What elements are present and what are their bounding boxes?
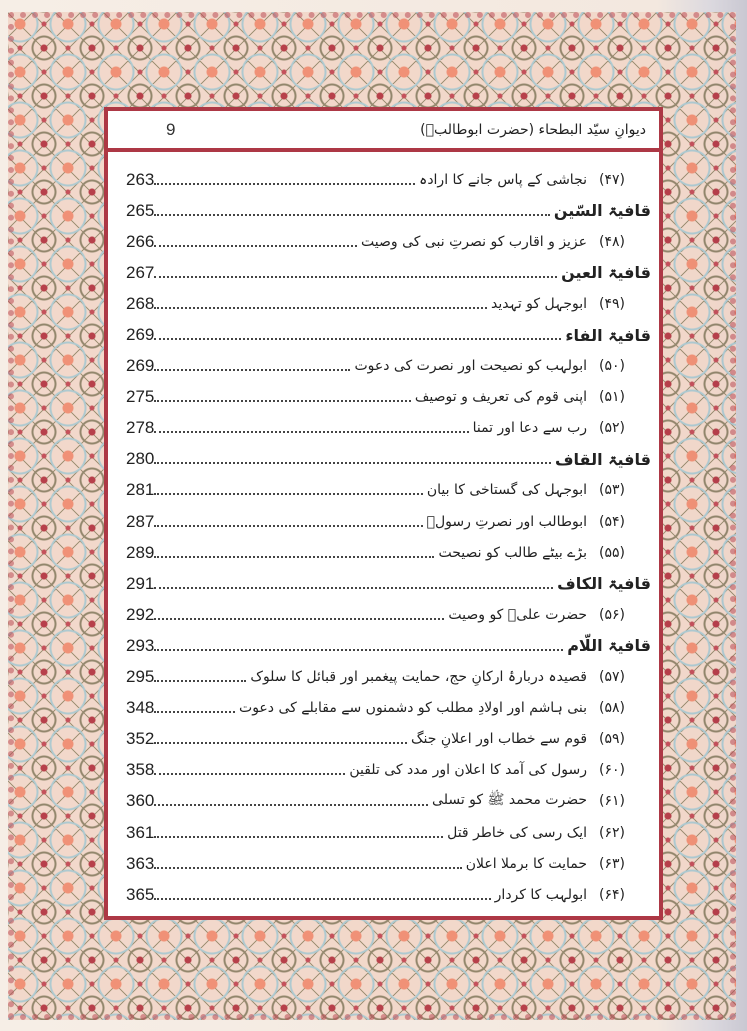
- dot-leader: [154, 773, 345, 775]
- entry-number: (۴۸): [599, 233, 625, 250]
- page-ref: 268: [126, 293, 155, 313]
- page-ref: 269: [126, 356, 155, 376]
- dot-leader: [154, 431, 468, 433]
- entry-title: ابوجہل کی گستاخی کا بیان: [426, 482, 588, 499]
- entry-title: رسول کی آمد کا اعلان اور مدد کی تلقین: [349, 762, 588, 779]
- toc-entry[interactable]: [126, 755, 651, 786]
- toc-entry[interactable]: [126, 288, 651, 319]
- entry-title: قافیۃ الکاف: [557, 574, 651, 594]
- dot-leader: [154, 898, 490, 900]
- page-ref: 267: [126, 262, 155, 282]
- entry-number: (۵۷): [599, 669, 625, 686]
- entry-text: [473, 420, 651, 436]
- toc-entry[interactable]: [126, 662, 651, 693]
- page-ref: 363: [126, 853, 155, 873]
- entry-text: [250, 669, 651, 685]
- page-ref: 289: [126, 542, 155, 562]
- entry-number: (۴۷): [599, 171, 625, 188]
- dot-leader: [154, 183, 415, 185]
- page-ref: 295: [126, 667, 155, 687]
- entry-title: ابوجہل کو تہدید: [491, 295, 588, 312]
- page-ref: 278: [126, 418, 155, 438]
- toc-section-heading[interactable]: [126, 195, 651, 226]
- dot-leader: [154, 338, 561, 340]
- dot-leader: [154, 245, 357, 247]
- entry-number: (۵۵): [599, 544, 625, 561]
- page-ref: 266: [126, 231, 155, 251]
- page-ref: 280: [126, 449, 155, 469]
- dot-leader: [154, 276, 557, 278]
- entry-title: قافیۃ السّین: [553, 201, 651, 221]
- entry-text: [411, 731, 651, 747]
- entry-text: [495, 887, 651, 903]
- entry-title: بنی ہاشم اور اولادِ مطلب کو دشمنوں سے مقابلے کی دعوت: [239, 700, 588, 717]
- dot-leader: [154, 214, 549, 216]
- entry-title: بڑے بیٹے طالب کو نصیحت: [438, 544, 588, 561]
- toc-entry[interactable]: [126, 382, 651, 413]
- entry-number: (۵۹): [599, 731, 625, 748]
- entry-number: (۵۶): [599, 606, 625, 623]
- entry-text: [415, 389, 651, 405]
- table-of-contents: [108, 152, 659, 910]
- toc-section-heading[interactable]: [126, 319, 651, 350]
- page-ref: 292: [126, 604, 155, 624]
- entry-number: (۵۰): [599, 358, 625, 375]
- entry-text: [438, 545, 651, 561]
- dot-leader: [154, 493, 422, 495]
- entry-text: [427, 482, 651, 498]
- entry-number: (۶۱): [599, 793, 625, 810]
- entry-text: [557, 574, 651, 593]
- entry-number: (۵۳): [599, 482, 625, 499]
- dot-leader: [154, 680, 246, 682]
- dot-leader: [154, 307, 487, 309]
- page-ref: 281: [126, 480, 155, 500]
- page-ref: 275: [126, 387, 155, 407]
- entry-title: ابولہب کو نصیحت اور نصرت کی دعوت: [354, 358, 588, 375]
- dot-leader: [154, 742, 407, 744]
- toc-entry[interactable]: [126, 475, 651, 506]
- entry-number: (۵۱): [599, 389, 625, 406]
- entry-text: [432, 791, 651, 811]
- dot-leader: [154, 836, 443, 838]
- entry-text: [466, 856, 651, 872]
- entry-text: [567, 636, 651, 655]
- entry-title: قافیۃ القاف: [554, 449, 651, 469]
- toc-entry[interactable]: [126, 164, 651, 195]
- toc-entry[interactable]: [126, 848, 651, 879]
- page-ref: 365: [126, 884, 155, 904]
- page-ref: 263: [126, 169, 155, 189]
- entry-title: ابولہب کا کردار: [494, 886, 588, 903]
- entry-title: حمایت کا برملا اعلان: [465, 855, 588, 872]
- entry-title: قافیۃ الفاء: [565, 325, 651, 345]
- entry-text: [354, 358, 651, 374]
- running-header: [108, 111, 659, 152]
- entry-text: [565, 326, 651, 345]
- entry-number: (۶۳): [599, 855, 625, 872]
- entry-text: [349, 762, 651, 778]
- toc-entry[interactable]: [126, 506, 651, 537]
- entry-text: [448, 607, 651, 623]
- dot-leader: [154, 556, 434, 558]
- entry-text: [239, 700, 651, 716]
- page-number: 9: [166, 119, 176, 139]
- entry-number: (۶۴): [599, 886, 625, 903]
- page-ref: 265: [126, 200, 155, 220]
- entry-number: (۶۰): [599, 762, 625, 779]
- dot-leader: [154, 804, 428, 806]
- page-ref: 293: [126, 635, 155, 655]
- entry-title: نجاشی کے پاس جانے کا ارادہ: [419, 171, 588, 188]
- entry-title: ایک رسی کی خاطر قتل: [447, 824, 588, 841]
- entry-title: ابوطالب اور نصرتِ رسولؐ: [426, 513, 588, 530]
- page-frame: [104, 107, 663, 920]
- entry-number: (۴۹): [599, 295, 625, 312]
- toc-entry[interactable]: [126, 226, 651, 257]
- entry-number: (۶۲): [599, 824, 625, 841]
- entry-title: قصیدہ دربارۂ ارکانِ حج، حمایت پیغمبر اور قبائل کا سلوک: [250, 669, 588, 686]
- toc-entry[interactable]: [126, 537, 651, 568]
- toc-entry[interactable]: [126, 879, 651, 910]
- toc-section-heading[interactable]: [126, 444, 651, 475]
- entry-text: [554, 201, 651, 220]
- book-title: دیوانِ سیّد البطحاء (حضرت ابوطالبؑ): [420, 121, 646, 138]
- page-ref: 269: [126, 325, 155, 345]
- entry-title: حضرت علیؑ کو وصیت: [448, 606, 588, 623]
- dot-leader: [154, 618, 444, 620]
- entry-number: (۵۴): [599, 513, 625, 530]
- page-ref: 352: [126, 729, 155, 749]
- dot-leader: [154, 462, 551, 464]
- toc-section-heading[interactable]: [126, 630, 651, 661]
- entry-title: قوم سے خطاب اور اعلانِ جنگ: [410, 731, 588, 748]
- entry-title: حضرت محمد ﷺ کو تسلی: [432, 792, 588, 809]
- entry-title: قافیۃ اللّام: [567, 636, 651, 656]
- toc-entry[interactable]: [126, 599, 651, 630]
- toc-section-heading[interactable]: [126, 257, 651, 288]
- entry-number: (۵۸): [599, 700, 625, 717]
- page-ref: 291: [126, 573, 155, 593]
- entry-title: قافیۃ العین: [561, 263, 651, 283]
- dot-leader: [154, 867, 461, 869]
- entry-text: [447, 825, 651, 841]
- entry-text: [361, 234, 651, 250]
- entry-text: [555, 450, 651, 469]
- toc-entry[interactable]: [126, 351, 651, 382]
- page-ref: 360: [126, 791, 155, 811]
- dot-leader: [154, 369, 350, 371]
- toc-section-heading[interactable]: [126, 568, 651, 599]
- entry-number: (۵۲): [599, 420, 625, 437]
- entry-title: رب سے دعا اور تمنا: [472, 420, 588, 437]
- entry-text: [427, 514, 651, 530]
- dot-leader: [154, 711, 235, 713]
- entry-title: اپنی قوم کی تعریف و توصیف: [414, 389, 588, 406]
- entry-text: [491, 296, 651, 312]
- toc-entry[interactable]: [126, 693, 651, 724]
- toc-entry[interactable]: [126, 817, 651, 848]
- dot-leader: [154, 587, 553, 589]
- entry-title: عزیز و اقارب کو نصرتِ نبی کی وصیت: [361, 233, 588, 250]
- dot-leader: [154, 649, 563, 651]
- entry-text: [561, 263, 651, 282]
- entry-text: [419, 172, 651, 188]
- dot-leader: [154, 525, 422, 527]
- page-ref: 287: [126, 511, 155, 531]
- page-ref: 348: [126, 698, 155, 718]
- page-ref: 358: [126, 760, 155, 780]
- toc-entry[interactable]: [126, 413, 651, 444]
- dot-leader: [154, 400, 411, 402]
- page-ref: 361: [126, 822, 155, 842]
- toc-entry[interactable]: [126, 724, 651, 755]
- toc-entry[interactable]: [126, 786, 651, 817]
